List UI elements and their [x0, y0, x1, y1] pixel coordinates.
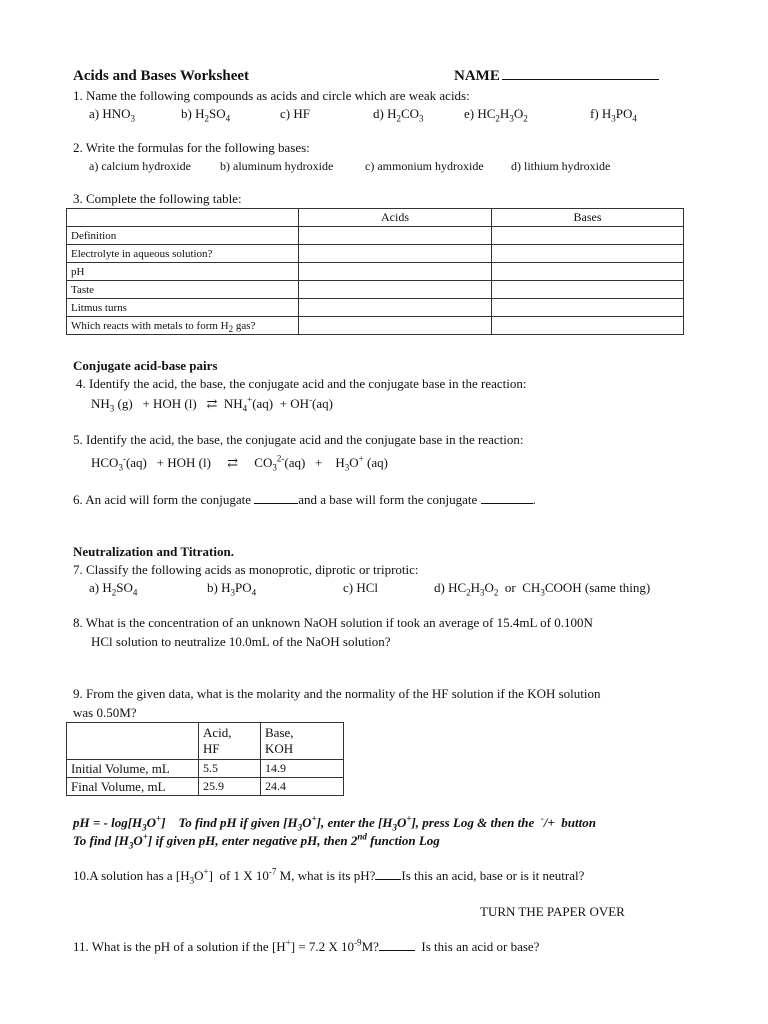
q8-line1: 8. What is the concentration of an unknown NaOH solution if took an average of 15.4mL of 0.100N — [73, 615, 593, 630]
q9-line1: 9. From the given data, what is the molarity and the normality of the HF solution if the KOH solution — [73, 686, 601, 701]
q2-item-c: c) ammonium hydroxide — [365, 159, 484, 173]
q5-prompt: 5. Identify the acid, the base, the conjugate acid and the conjugate base in the reaction: — [73, 432, 524, 447]
q1-item-d: d) $H_2CO_3$ — [373, 106, 424, 124]
q1-item-f: f) $H_3PO_4$ — [590, 106, 637, 124]
q4-prompt: 4. Identify the acid, the base, the conjugate acid and the conjugate base in the reaction: — [76, 376, 527, 391]
titration-row-label: Initial Volume, mL — [67, 760, 199, 778]
properties-table — [66, 208, 684, 335]
q7-item-b: b) $H_3PO_4$ — [207, 580, 257, 598]
q1-item-c: c) HF — [280, 106, 310, 121]
q6-blank-1[interactable] — [254, 492, 298, 504]
table-row-label: pH — [67, 263, 299, 281]
titration-acid-value: 5.5 — [199, 760, 261, 778]
q2-prompt: 2. Write the formulas for the following bases: — [73, 140, 310, 155]
titration-header-acid: Acid, HF — [199, 723, 261, 760]
q1-item-a: a) $HNO_3$ — [89, 106, 136, 124]
titration-header-base: Base, KOH — [261, 723, 344, 760]
bases-cell[interactable] — [492, 245, 684, 263]
acids-cell[interactable] — [299, 281, 492, 299]
ph-note-line1: pH = - $\log[H_3O^+]$ To find pH if given $[H_3O^+]$, enter the $[H_3O^+]$, press Log & then the -/+ button — [73, 813, 596, 833]
q7-prompt: 7. Classify the following acids as monoprotic, diprotic or triprotic: — [73, 562, 419, 577]
turn-over-note: TURN THE PAPER OVER — [480, 904, 625, 919]
titration-header-blank — [67, 723, 199, 760]
q4-reaction: $NH_3$ (g) + HOH (l) ⇄ $NH_4^+(aq) + OH^-(aq)$ — [91, 394, 333, 414]
table-row-label: Definition — [67, 227, 299, 245]
table-header-blank — [67, 209, 299, 227]
q1-item-e: e) $HC_2H_3O_2$ — [464, 106, 528, 124]
table-row-label: Which reacts with metals to form $H_2$ gas? — [67, 317, 299, 335]
titration-row-label: Final Volume, mL — [67, 778, 199, 796]
q10-text: 10.A solution has a $[H_3O^+]$ of 1 X $10^{-7}$ M, what is its pH? Is this an acid, base or is it neutral? — [73, 866, 585, 886]
acids-cell[interactable] — [299, 317, 492, 335]
table-row-label: Litmus turns — [67, 299, 299, 317]
bases-cell[interactable] — [492, 227, 684, 245]
q10-blank[interactable] — [375, 868, 401, 880]
q11-text: 11. What is the pH of a solution if the [H+] = 7.2 X $10^{-9}M$? Is this an acid or base? — [73, 937, 540, 954]
titration-base-value: 14.9 — [261, 760, 344, 778]
table-row-label: Taste — [67, 281, 299, 299]
q2-item-a: a) calcium hydroxide — [89, 159, 191, 173]
worksheet-title: Acids and Bases Worksheet — [73, 68, 250, 84]
q6-text: 6. An acid will form the conjugate and a base will form the conjugate . — [73, 492, 536, 507]
bases-cell[interactable] — [492, 263, 684, 281]
q2-item-d: d) lithium hydroxide — [511, 159, 611, 173]
name-blank[interactable] — [502, 68, 659, 80]
q1-prompt: 1. Name the following compounds as acids and circle which are weak acids: — [73, 88, 470, 103]
q1-item-b: b) $H_2SO_4$ — [181, 106, 231, 124]
q3-prompt: 3. Complete the following table: — [73, 191, 242, 206]
titration-acid-value: 25.9 — [199, 778, 261, 796]
neutralization-heading: Neutralization and Titration. — [73, 544, 234, 559]
table-row-label: Electrolyte in aqueous solution? — [67, 245, 299, 263]
titration-table — [66, 722, 344, 796]
ph-note-line2: To find $[H_3O^+]$ if given pH, enter negative pH, then 2nd function Log — [73, 831, 440, 851]
table-header-acids: Acids — [299, 209, 492, 227]
q7-item-c: c) HCl — [343, 580, 379, 595]
q9-line2: was 0.50M? — [73, 705, 137, 720]
q7-item-a: a) $H_2SO_4$ — [89, 580, 138, 598]
q5-reaction: $HCO_3^-(aq)$ + HOH (l) ⇄ $CO_3^{2-}(aq)$ + $H_3O^+$ (aq) — [91, 453, 388, 473]
name-label: NAME — [454, 68, 659, 85]
q11-blank[interactable] — [379, 939, 415, 951]
acids-cell[interactable] — [299, 263, 492, 281]
acids-cell[interactable] — [299, 299, 492, 317]
bases-cell[interactable] — [492, 299, 684, 317]
q7-item-d: d) $HC_2H_3O_2$ or $CH_3COOH$ (same thing) — [434, 580, 651, 598]
bases-cell[interactable] — [492, 281, 684, 299]
bases-cell[interactable] — [492, 317, 684, 335]
acids-cell[interactable] — [299, 227, 492, 245]
q8-line2: HCl solution to neutralize 10.0mL of the NaOH solution? — [91, 634, 391, 649]
q6-blank-2[interactable] — [481, 492, 533, 504]
table-header-bases: Bases — [492, 209, 684, 227]
conjugate-heading: Conjugate acid-base pairs — [73, 358, 218, 373]
titration-base-value: 24.4 — [261, 778, 344, 796]
q2-item-b: b) aluminum hydroxide — [220, 159, 334, 173]
acids-cell[interactable] — [299, 245, 492, 263]
